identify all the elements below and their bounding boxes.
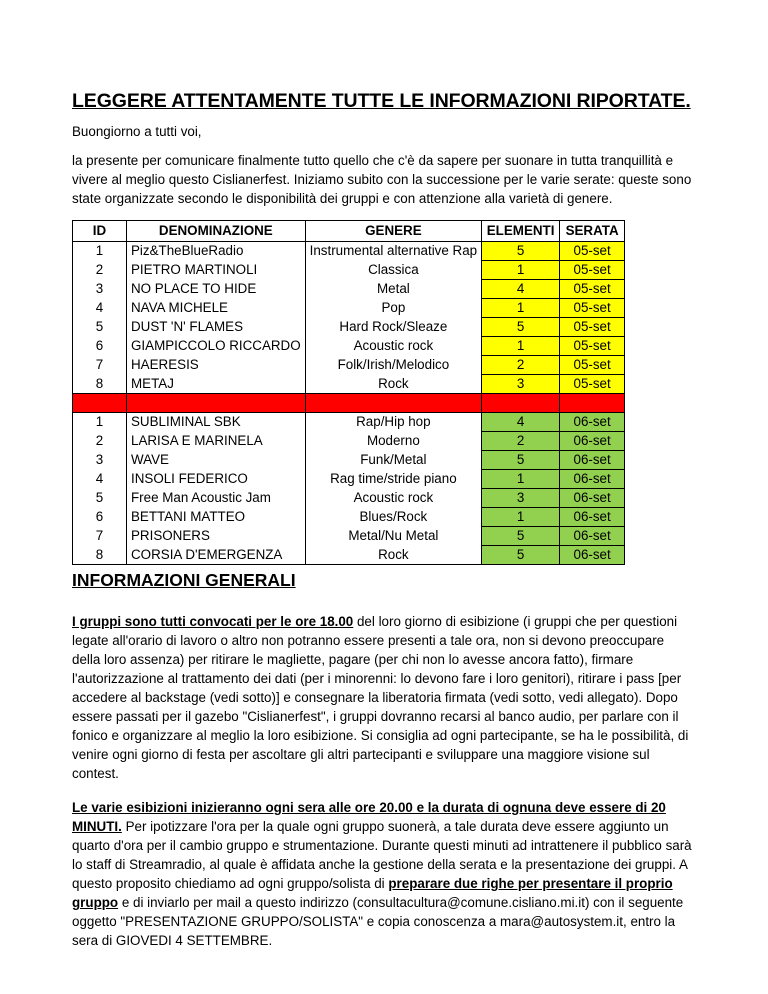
cell-id: 1 <box>73 242 127 261</box>
cell-id: 5 <box>73 489 127 508</box>
cell-night: 06-set <box>560 508 625 527</box>
cell-members: 3 <box>482 489 560 508</box>
cell-night: 06-set <box>560 413 625 432</box>
cell-members: 1 <box>482 470 560 489</box>
table-row <box>73 280 625 299</box>
separator-cell <box>305 394 481 413</box>
cell-name: LARISA E MARINELA <box>127 432 306 451</box>
general-info-heading: INFORMAZIONI GENERALI <box>72 570 296 590</box>
cell-name: SUBLIMINAL SBK <box>127 413 306 432</box>
cell-night: 06-set <box>560 527 625 546</box>
cell-id: 6 <box>73 337 127 356</box>
cell-night: 05-set <box>560 242 625 261</box>
greeting-text: Buongiorno a tutti voi, <box>72 124 202 139</box>
cell-name: CORSIA D'EMERGENZA <box>127 546 306 565</box>
cell-night: 06-set <box>560 432 625 451</box>
cell-members: 1 <box>482 508 560 527</box>
cell-name: NAVA MICHELE <box>127 299 306 318</box>
cell-id: 6 <box>73 508 127 527</box>
performance-time-text: Le varie esibizioni inizieranno ogni sera alle ore 20.00 e la durata di ognuna deve essere di 20 MINUTI. <box>72 800 666 834</box>
cell-id: 4 <box>73 299 127 318</box>
table-header-row <box>73 221 625 242</box>
cell-night: 05-set <box>560 318 625 337</box>
table-row <box>73 261 625 280</box>
cell-name: BETTANI MATTEO <box>127 508 306 527</box>
cell-name: Free Man Acoustic Jam <box>127 489 306 508</box>
cell-members: 5 <box>482 527 560 546</box>
cell-night: 05-set <box>560 261 625 280</box>
header-members: ELEMENTI <box>482 221 560 242</box>
cell-id: 7 <box>73 527 127 546</box>
cell-genre: Rap/Hip hop <box>305 413 481 432</box>
cell-night: 06-set <box>560 470 625 489</box>
cell-members: 1 <box>482 299 560 318</box>
cell-name: PRISONERS <box>127 527 306 546</box>
page-title: LEGGERE ATTENTAMENTE TUTTE LE INFORMAZIONI RIPORTATE. <box>72 90 691 112</box>
cell-name: WAVE <box>127 451 306 470</box>
cell-members: 2 <box>482 356 560 375</box>
cell-night: 06-set <box>560 546 625 565</box>
night-separator-row <box>73 394 625 413</box>
cell-members: 1 <box>482 261 560 280</box>
schedule-table <box>72 220 625 565</box>
cell-id: 1 <box>73 413 127 432</box>
cell-genre: Acoustic rock <box>305 489 481 508</box>
cell-genre: Blues/Rock <box>305 508 481 527</box>
cell-name: METAJ <box>127 375 306 394</box>
separator-cell <box>73 394 127 413</box>
separator-cell <box>560 394 625 413</box>
cell-night: 05-set <box>560 375 625 394</box>
cell-members: 3 <box>482 375 560 394</box>
table-row <box>73 470 625 489</box>
header-name: DENOMINAZIONE <box>127 221 306 242</box>
cell-members: 5 <box>482 546 560 565</box>
table-body <box>73 242 625 565</box>
table-row <box>73 356 625 375</box>
cell-id: 8 <box>73 546 127 565</box>
cell-genre: Rock <box>305 546 481 565</box>
table-row <box>73 546 625 565</box>
cell-night: 05-set <box>560 337 625 356</box>
separator-cell <box>482 394 560 413</box>
table-row <box>73 489 625 508</box>
cell-name: GIAMPICCOLO RICCARDO <box>127 337 306 356</box>
cell-night: 05-set <box>560 356 625 375</box>
cell-genre: Metal/Nu Metal <box>305 527 481 546</box>
cell-id: 4 <box>73 470 127 489</box>
cell-members: 4 <box>482 280 560 299</box>
cell-name: PIETRO MARTINOLI <box>127 261 306 280</box>
cell-id: 3 <box>73 280 127 299</box>
cell-id: 5 <box>73 318 127 337</box>
table-row <box>73 299 625 318</box>
cell-id: 8 <box>73 375 127 394</box>
cell-genre: Funk/Metal <box>305 451 481 470</box>
cell-members: 5 <box>482 451 560 470</box>
cell-members: 2 <box>482 432 560 451</box>
cell-night: 05-set <box>560 280 625 299</box>
cell-genre: Metal <box>305 280 481 299</box>
presentation-request-text: preparare due righe per presentare il proprio gruppo <box>72 876 673 910</box>
cell-members: 1 <box>482 337 560 356</box>
table-row <box>73 242 625 261</box>
cell-members: 4 <box>482 413 560 432</box>
cell-name: INSOLI FEDERICO <box>127 470 306 489</box>
header-genre: GENERE <box>305 221 481 242</box>
cell-night: 05-set <box>560 299 625 318</box>
cell-id: 7 <box>73 356 127 375</box>
timing-body: Per ipotizzare l'ora per la quale ogni gruppo suonerà, a tale durata deve essere aggiunto un quarto d'ora per il cambio gruppo e strumentazione. Durante questi minuti ad intrattenere il pubblico sarà lo staff di Streamradio, al quale è affidata anche la gestione della serata e la presentazione dei gruppi. A questo proposito chiediamo ad ogni gruppo/solista di <box>72 819 692 891</box>
cell-genre: Hard Rock/Sleaze <box>305 318 481 337</box>
table-row <box>73 375 625 394</box>
cell-id: 2 <box>73 261 127 280</box>
cell-genre: Folk/Irish/Melodico <box>305 356 481 375</box>
cell-genre: Instrumental alternative Rap <box>305 242 481 261</box>
cell-night: 06-set <box>560 489 625 508</box>
cell-name: Piz&TheBlueRadio <box>127 242 306 261</box>
cell-night: 06-set <box>560 451 625 470</box>
header-night: SERATA <box>560 221 625 242</box>
table-row <box>73 432 625 451</box>
cell-name: HAERESIS <box>127 356 306 375</box>
cell-name: NO PLACE TO HIDE <box>127 280 306 299</box>
cell-genre: Acoustic rock <box>305 337 481 356</box>
timing-body-end: e di inviarlo per mail a questo indirizzo (consultacultura@comune.cisliano.mi.it) con il seguente oggetto "PRESENTAZIONE GRUPPO/SOLISTA" e copia conoscenza a mara@autosystem.it, entro la sera di GIOVEDI 4 SETTEMBRE. <box>72 895 684 948</box>
table-row <box>73 318 625 337</box>
cell-members: 5 <box>482 242 560 261</box>
table-row <box>73 413 625 432</box>
intro-paragraph: la presente per comunicare finalmente tutto quello che c'è da sapere per suonare in tutta tranquillità e vivere al meglio questo Cislianerfest. Iniziamo subito con la successione per le varie serate: queste sono state organizzate secondo le disponibilità dei gruppi e con attenzione alla varietà di genere. <box>72 153 692 206</box>
header-id: ID <box>73 221 127 242</box>
general-info-body: del loro giorno di esibizione (i gruppi che per questioni legate all'orario di lavoro o altro non potranno essere presenti a tale ora, non si devono preoccupare della loro assenza) per ritirare le magliette, pagare (per chi non lo avesse ancora fatto), firmare l'autorizzazione al trattamento dei dati (per i minorenni: lo devono fare i loro genitori), ritirare i pass [per accedere al backstage (vedi sotto)] e consegnare la liberatoria firmata (vedi sotto, vedi allegato). Dopo essere passati per il gazebo "Cislianerfest", i gruppi dovranno recarsi al banco audio, per parlare con il fonico e organizzare al meglio la loro esibizione. Si consiglia ad ogni partecipante, se ha le possibilità, di venire ogni giorno di festa per ascoltare gli altri partecipanti e sviluppare una maggiore visione sul contest. <box>72 614 689 781</box>
convocation-time-text: I gruppi sono tutti convocati per le ore 18.00 <box>72 614 354 629</box>
cell-genre: Rock <box>305 375 481 394</box>
cell-id: 3 <box>73 451 127 470</box>
separator-cell <box>127 394 306 413</box>
cell-genre: Classica <box>305 261 481 280</box>
cell-genre: Rag time/stride piano <box>305 470 481 489</box>
table-row <box>73 508 625 527</box>
cell-genre: Moderno <box>305 432 481 451</box>
table-row <box>73 337 625 356</box>
cell-id: 2 <box>73 432 127 451</box>
table-row <box>73 451 625 470</box>
general-info-paragraph <box>72 612 692 783</box>
timing-paragraph <box>72 798 692 950</box>
cell-members: 5 <box>482 318 560 337</box>
table-row <box>73 527 625 546</box>
cell-genre: Pop <box>305 299 481 318</box>
cell-name: DUST 'N' FLAMES <box>127 318 306 337</box>
